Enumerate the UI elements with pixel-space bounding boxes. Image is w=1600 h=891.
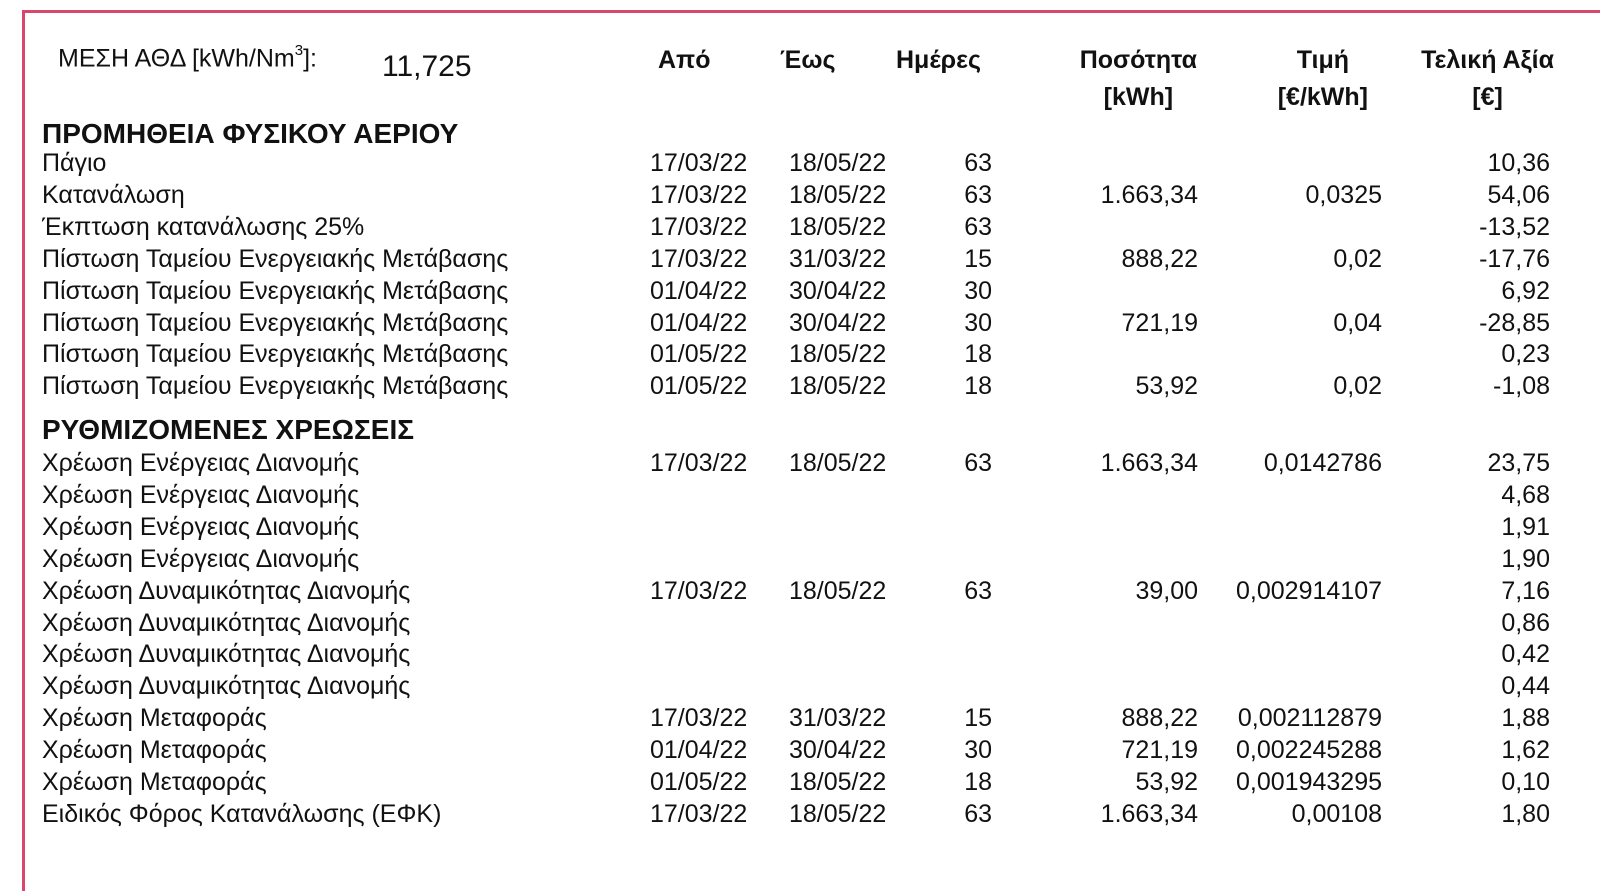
- table-row: [0, 149, 1600, 181]
- cell-desc: Πίστωση Ταμείου Ενεργειακής Μετάβασης: [42, 372, 509, 401]
- cell-qty: 1.663,34: [1100, 799, 1198, 828]
- cell-days: 63: [964, 180, 992, 209]
- cell-desc: Πίστωση Ταμείου Ενεργειακής Μετάβασης: [42, 244, 509, 273]
- cell-to: 18/05/22: [789, 180, 887, 209]
- cell-days: 15: [964, 244, 992, 273]
- column-header-total: [1421, 46, 1554, 112]
- column-header-price-unit: [€/kWh]: [1277, 83, 1368, 111]
- cell-qty: 888,22: [1121, 704, 1198, 733]
- cell-desc: Πίστωση Ταμείου Ενεργειακής Μετάβασης: [42, 276, 509, 305]
- cell-price: 0,002245288: [1236, 736, 1382, 765]
- cell-to: 18/05/22: [789, 768, 887, 796]
- cell-to: 18/05/22: [789, 576, 887, 605]
- cell-desc: Χρέωση Μεταφοράς: [42, 768, 267, 796]
- cell-days: 15: [964, 704, 992, 733]
- table-row: [0, 609, 1600, 641]
- cell-from: 17/03/22: [650, 704, 748, 733]
- cell-to: 18/05/22: [789, 149, 887, 177]
- cell-total: -28,85: [1479, 308, 1550, 337]
- column-header-from: Από: [658, 46, 711, 74]
- cell-days: 63: [964, 799, 992, 828]
- cell-total: -17,76: [1479, 244, 1550, 273]
- cell-total: 1,80: [1501, 799, 1550, 828]
- cell-price: 0,02: [1333, 244, 1382, 273]
- cell-from: 17/03/22: [650, 576, 748, 605]
- cell-days: 63: [964, 576, 992, 605]
- table-row: [0, 309, 1600, 341]
- cell-qty: 53,92: [1135, 372, 1198, 401]
- table-row: [0, 577, 1600, 609]
- cell-from: 01/05/22: [650, 340, 748, 369]
- cell-to: 30/04/22: [789, 736, 887, 765]
- cell-from: 01/04/22: [650, 308, 748, 337]
- cell-desc: Χρέωση Μεταφοράς: [42, 736, 267, 765]
- cell-total: 1,90: [1501, 544, 1550, 573]
- cell-desc: Κατανάλωση: [42, 180, 185, 209]
- column-header-days: Ημέρες: [896, 46, 981, 74]
- cell-to: 31/03/22: [789, 244, 887, 273]
- cell-desc: Χρέωση Ενέργειας Διανομής: [42, 544, 360, 573]
- cell-desc: Χρέωση Δυναμικότητας Διανομής: [42, 640, 411, 669]
- table-row: [0, 372, 1600, 404]
- cell-price: 0,0325: [1305, 180, 1382, 209]
- cell-from: 17/03/22: [650, 212, 748, 241]
- cell-to: 31/03/22: [789, 704, 887, 733]
- avg-gcv-value: 11,725: [382, 50, 472, 83]
- column-header-quantity-label: Ποσότητα: [1079, 46, 1197, 74]
- cell-to: 18/05/22: [789, 449, 887, 477]
- cell-price: 0,00108: [1291, 799, 1382, 828]
- cell-desc: Πάγιο: [42, 149, 107, 177]
- cell-total: 1,62: [1501, 736, 1550, 765]
- cell-to: 30/04/22: [789, 276, 887, 305]
- table-row: [0, 640, 1600, 672]
- cell-desc: Πίστωση Ταμείου Ενεργειακής Μετάβασης: [42, 340, 509, 369]
- cell-price: 0,001943295: [1236, 768, 1382, 796]
- cell-total: 1,91: [1501, 512, 1550, 541]
- table-row: [0, 449, 1600, 481]
- cell-qty: 53,92: [1135, 768, 1198, 796]
- cell-price: 0,04: [1333, 308, 1382, 337]
- column-header-price: [1278, 46, 1368, 112]
- cell-days: 30: [964, 308, 992, 337]
- cell-price: 0,02: [1333, 372, 1382, 401]
- cell-total: -1,08: [1493, 372, 1550, 401]
- cell-total: 7,16: [1501, 576, 1550, 605]
- cell-total: 4,68: [1501, 480, 1550, 509]
- table-row: [0, 513, 1600, 545]
- cell-qty: 1.663,34: [1100, 180, 1198, 209]
- cell-from: 17/03/22: [650, 180, 748, 209]
- table-row: [0, 704, 1600, 736]
- cell-days: 18: [964, 372, 992, 401]
- section-title: ΡΥΘΜΙΖΟΜΕΝΕΣ ΧΡΕΩΣΕΙΣ: [42, 414, 415, 445]
- cell-desc: Χρέωση Ενέργειας Διανομής: [42, 480, 360, 509]
- cell-days: 30: [964, 736, 992, 765]
- table-row: [0, 213, 1600, 245]
- column-header-to: Έως: [780, 46, 836, 74]
- cell-price: 0,0142786: [1263, 449, 1382, 477]
- cell-total: 1,88: [1501, 704, 1550, 733]
- cell-from: 01/04/22: [650, 276, 748, 305]
- cell-to: 18/05/22: [789, 799, 887, 828]
- cell-desc: Έκπτωση κατανάλωσης 25%: [42, 212, 365, 241]
- table-row: [0, 340, 1600, 372]
- cell-total: 54,06: [1487, 180, 1550, 209]
- cell-total: 0,42: [1501, 640, 1550, 669]
- cell-price: 0,002112879: [1237, 704, 1382, 733]
- cell-from: 01/05/22: [650, 768, 748, 796]
- column-header-quantity: [1080, 46, 1197, 112]
- cell-from: 01/04/22: [650, 736, 748, 765]
- table-row: [0, 545, 1600, 577]
- table-row: [0, 736, 1600, 768]
- cell-total: 6,92: [1501, 276, 1550, 305]
- cell-total: 23,75: [1487, 449, 1550, 477]
- table-row: [0, 672, 1600, 704]
- cell-qty: 721,19: [1121, 736, 1198, 765]
- cell-from: 17/03/22: [650, 149, 748, 177]
- cell-total: 0,10: [1501, 768, 1550, 796]
- cell-total: 0,44: [1501, 672, 1550, 701]
- cell-total: 0,86: [1501, 608, 1550, 637]
- column-header-quantity-unit: [kWh]: [1103, 83, 1174, 111]
- cell-to: 18/05/22: [789, 212, 887, 241]
- cell-qty: 888,22: [1121, 244, 1198, 273]
- cell-desc: Χρέωση Ενέργειας Διανομής: [42, 449, 360, 477]
- cell-days: 18: [964, 768, 992, 796]
- avg-gcv-label: ΜΕΣΗ ΑΘΔ [kWh/Nm$^3$]:: [58, 42, 318, 73]
- table-row: [0, 181, 1600, 213]
- cell-to: 18/05/22: [789, 340, 887, 369]
- column-header-total-label: Τελική Αξία: [1421, 46, 1554, 74]
- cell-from: 17/03/22: [650, 244, 748, 273]
- table-row: [0, 481, 1600, 513]
- cell-qty: 721,19: [1121, 308, 1198, 337]
- column-header-total-unit: [€]: [1472, 83, 1503, 111]
- cell-price: 0,002914107: [1236, 576, 1382, 605]
- table-row: [0, 768, 1600, 800]
- cell-from: 17/03/22: [650, 799, 748, 828]
- column-header-price-label: Τιμή: [1296, 46, 1350, 74]
- cell-qty: 1.663,34: [1100, 449, 1198, 477]
- cell-to: 18/05/22: [789, 372, 887, 401]
- cell-days: 63: [964, 149, 992, 177]
- cell-days: 18: [964, 340, 992, 369]
- cell-total: 10,36: [1487, 149, 1550, 177]
- cell-days: 30: [964, 276, 992, 305]
- cell-to: 30/04/22: [789, 308, 887, 337]
- cell-desc: Πίστωση Ταμείου Ενεργειακής Μετάβασης: [42, 308, 509, 337]
- table-row: [0, 800, 1600, 832]
- cell-total: -13,52: [1479, 212, 1550, 241]
- table-row: [0, 277, 1600, 309]
- cell-qty: 39,00: [1135, 576, 1198, 605]
- cell-desc: Ειδικός Φόρος Κατανάλωσης (ΕΦΚ): [42, 799, 442, 828]
- cell-total: 0,23: [1501, 340, 1550, 369]
- cell-desc: Χρέωση Δυναμικότητας Διανομής: [42, 672, 411, 701]
- cell-desc: Χρέωση Δυναμικότητας Διανομής: [42, 608, 411, 637]
- cell-desc: Χρέωση Μεταφοράς: [42, 704, 267, 733]
- table-row: [0, 245, 1600, 277]
- cell-desc: Χρέωση Ενέργειας Διανομής: [42, 512, 360, 541]
- cell-from: 01/05/22: [650, 372, 748, 401]
- section-title: ΠΡΟΜΗΘΕΙΑ ΦΥΣΙΚΟΥ ΑΕΡΙΟΥ: [42, 118, 459, 149]
- cell-days: 63: [964, 212, 992, 241]
- cell-days: 63: [964, 449, 992, 477]
- cell-from: 17/03/22: [650, 449, 748, 477]
- cell-desc: Χρέωση Δυναμικότητας Διανομής: [42, 576, 411, 605]
